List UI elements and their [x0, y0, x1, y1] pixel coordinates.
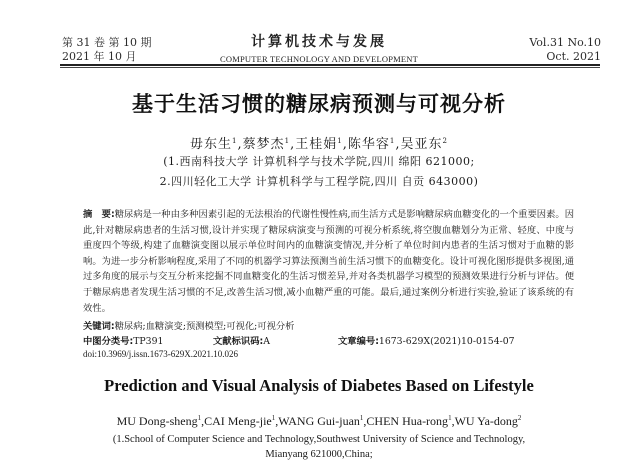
author-en: CHEN Hua-rong: [366, 414, 449, 428]
affiliation-cn-2: 2.四川轻化工大学 计算机科学与工程学院,四川 自贡 643000): [159, 175, 479, 188]
affiliation-cn-1: (1.西南科技大学 计算机科学与技术学院,四川 绵阳 621000;: [163, 155, 475, 168]
author-cn: 毋东生: [190, 137, 233, 152]
title-cn: 基于生活习惯的糖尿病预测与可视分析: [132, 92, 506, 116]
author-en: WU Ya-dong: [454, 414, 518, 428]
author-en: CAI Meng-jie: [204, 414, 272, 428]
authors-cn: 毋东生$^1$,蔡梦杰$^1$,王桂娟$^1$,陈华容$^1$,吴亚东$^2$: [190, 137, 448, 152]
authors-en: MU Dong-sheng$^1$,CAI Meng-jie$^1$,WANG Gui-juan$^1$,CHEN Hua-rong$^1$,WU Ya-dong$^2$: [116, 414, 522, 428]
author-affiliation-mark: 1: [271, 414, 276, 422]
author-affiliation-mark: 1: [448, 414, 452, 422]
clc-label: 中图分类号:: [83, 336, 134, 347]
author-affiliation-mark: 1: [389, 137, 396, 145]
journal-name-en: COMPUTER TECHNOLOGY AND DEVELOPMENT: [219, 54, 418, 64]
affiliation-en-2: Mianyang 621000,China;: [265, 449, 373, 460]
title-en: Prediction and Visual Analysis of Diabetes Based on Lifestyle: [104, 376, 534, 395]
volume-issue-en: Vol.31 No.10: [529, 36, 601, 49]
author-en: MU Dong-sheng: [116, 414, 198, 428]
header-rule: [60, 64, 600, 66]
header-rule-thin: [60, 67, 600, 68]
document-code: [213, 333, 270, 347]
author-affiliation-mark: 1: [337, 137, 343, 145]
author-affiliation-mark: 1: [359, 414, 364, 422]
article-number-value: 1673-629X(2021)10-0154-07: [378, 336, 515, 347]
volume-issue-cn: 第 31 卷 第 10 期: [62, 36, 152, 49]
author-affiliation-mark: 1: [232, 137, 238, 145]
author-affiliation-mark: 1: [284, 137, 291, 145]
abstract-label: 摘 要:: [83, 209, 115, 220]
date-en: Oct. 2021: [546, 50, 601, 63]
article-number: [338, 333, 515, 347]
author-cn: 蔡梦杰: [242, 137, 285, 152]
journal-name-cn: 计算机技术与发展: [251, 34, 387, 50]
article-number-label: 文章编号:: [338, 336, 379, 347]
author-cn: 王桂娟: [295, 137, 338, 152]
author-affiliation-mark: 1: [197, 414, 202, 422]
clc-value: TP391: [133, 336, 164, 347]
affiliation-en-1: (1.School of Computer Science and Technology,Southwest University of Science and Technology,: [112, 434, 526, 445]
doc-code-label: 文献标识码:: [213, 336, 264, 347]
clc-number: [83, 333, 163, 347]
author-cn: 吴亚东: [400, 137, 443, 152]
keywords-text: 糖尿病;血糖演变;预测模型;可视化;可视分析: [114, 321, 295, 332]
header-right: [529, 36, 601, 64]
doc-code-value: A: [263, 336, 270, 347]
keywords-label: 关键词:: [83, 321, 115, 332]
author-cn: 陈华容: [347, 137, 390, 152]
author-affiliation-mark: 2: [517, 414, 522, 422]
author-en: WANG Gui-juan: [278, 414, 360, 428]
doi: doi:10.3969/j.issn.1673-629X.2021.10.026: [83, 349, 239, 359]
abstract-text: 糖尿病是一种由多种因素引起的无法根治的代谢性慢性病,而生活方式是影响糖尿病血糖变化的一个重要因素。因此,针对糖尿病患者的生活习惯,设计并实现了糖尿病演变与预测的可视分析系统,将空腹血糖划分为正常、轻度、中度与重度四个等级,构建了血糖演变图以展示单位时间内的血糖演变情况,并分析了单位时间内患者的生活习惯对于血糖的影响。为进一步分析影响程度,采用了不同的机器学习算法预测当前生活习惯下的血糖变化。设计可视化图形提供多视图,通过多角度的展示与交互分析来挖掘不同血糖变化的生活习惯差异,并对各类机器学习模型的预测效果进行分析与评估。便于糖尿病患者发现生活习惯的不足,改善生活习惯,减小血糖严重的可能。最后,通过案例分析进行实验,验证了该系统的有效性。: [83, 209, 575, 314]
date-cn: 2021 年 10 月: [62, 50, 137, 63]
author-affiliation-mark: 2: [442, 137, 448, 145]
abstract: [83, 207, 574, 316]
keywords: [83, 318, 294, 332]
